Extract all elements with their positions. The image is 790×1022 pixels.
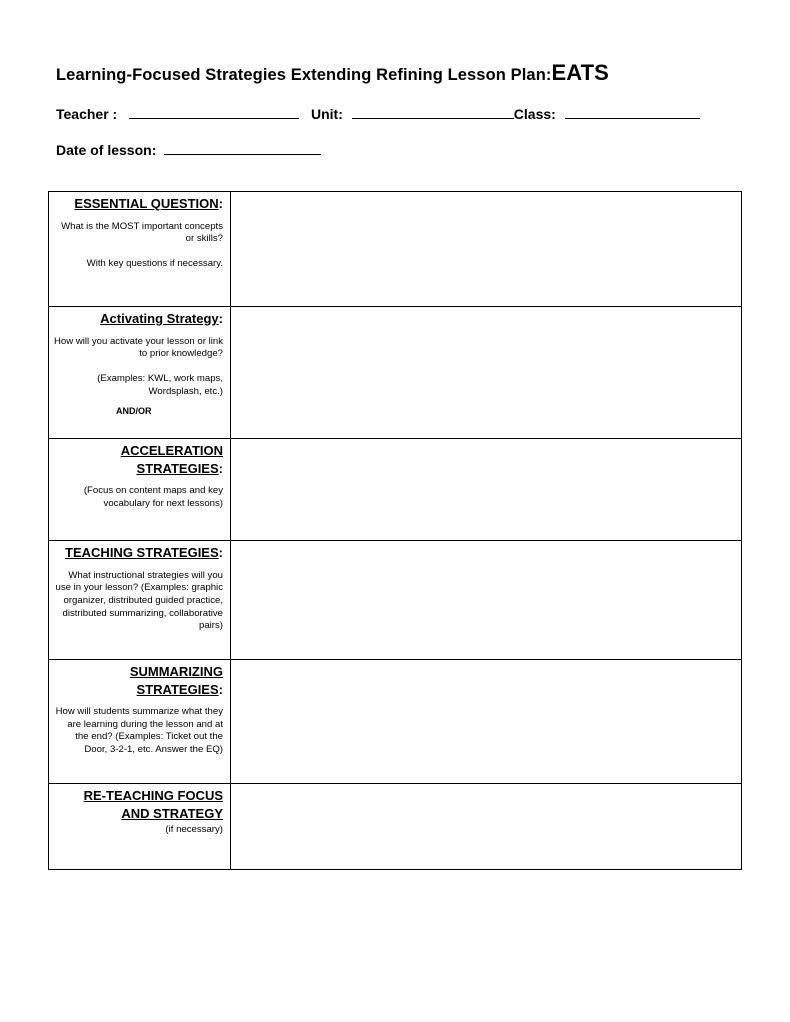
activating-strategy-label-cell (49, 307, 231, 439)
reteaching-heading: RE-TEACHING FOCUS AND STRATEGY (83, 788, 223, 821)
teacher-label: Teacher : (56, 106, 118, 122)
summarizing-heading: SUMMARIZING STRATEGIES: (129, 664, 223, 697)
summarizing-input[interactable] (231, 660, 742, 784)
title-suffix: EATS (551, 60, 609, 85)
and-or-label: AND/OR (116, 406, 152, 417)
summarizing-description: How will students summarize what they are learning during the lesson and at the end? (Examples: Ticket out the Door, 3-2-1, etc. Answer the EQ) (55, 706, 223, 756)
table-row (49, 784, 742, 870)
table-row (49, 439, 742, 541)
activating-strategy-heading: Activating Strategy: (100, 311, 223, 326)
essential-question-heading: ESSENTIAL QUESTION: (74, 196, 223, 211)
date-label: Date of lesson: (56, 142, 157, 158)
activating-strategy-input[interactable] (231, 307, 742, 439)
reteaching-label-cell (49, 784, 231, 870)
reteaching-input[interactable] (231, 784, 742, 870)
teaching-strategies-description: What instructional strategies will you use in your lesson? (Examples: graphic organizer, distributed guided practice, distributed summarizing, collaborative pairs) (55, 569, 223, 632)
activating-strategy-description: How will you activate your lesson or link to prior knowledge? (Examples: KWL, work maps, Wordsplash, etc.) (53, 335, 223, 397)
class-field[interactable] (565, 105, 700, 119)
essential-question-label-cell (49, 192, 231, 307)
unit-label: Unit: (311, 106, 343, 122)
acceleration-description: (Focus on content maps and key vocabulary for next lessons) (83, 485, 223, 509)
acceleration-input[interactable] (231, 439, 742, 541)
summarizing-label-cell (49, 660, 231, 784)
table-row (49, 307, 742, 439)
unit-field[interactable] (352, 105, 514, 119)
teaching-strategies-heading: TEACHING STRATEGIES: (65, 545, 223, 560)
reteaching-description: (if necessary) (165, 824, 223, 836)
date-field[interactable] (164, 141, 321, 155)
table-row (49, 660, 742, 784)
date-row (56, 141, 321, 158)
table-row (49, 541, 742, 660)
teacher-field[interactable] (129, 105, 299, 119)
class-label: Class: (513, 106, 556, 122)
page-title: Learning-Focused Strategies Extending Refining Lesson Plan:EATS (56, 60, 609, 85)
essential-question-input[interactable] (231, 192, 742, 307)
acceleration-label-cell (49, 439, 231, 541)
table-row (49, 192, 742, 307)
teaching-strategies-input[interactable] (231, 541, 742, 660)
header-fields-row (56, 105, 700, 122)
essential-question-description: What is the MOST important concepts or skills? With key questions if necessary. (61, 220, 223, 269)
acceleration-heading: ACCELERATION STRATEGIES: (120, 443, 223, 476)
lesson-plan-table (48, 191, 742, 870)
teaching-strategies-label-cell (49, 541, 231, 660)
